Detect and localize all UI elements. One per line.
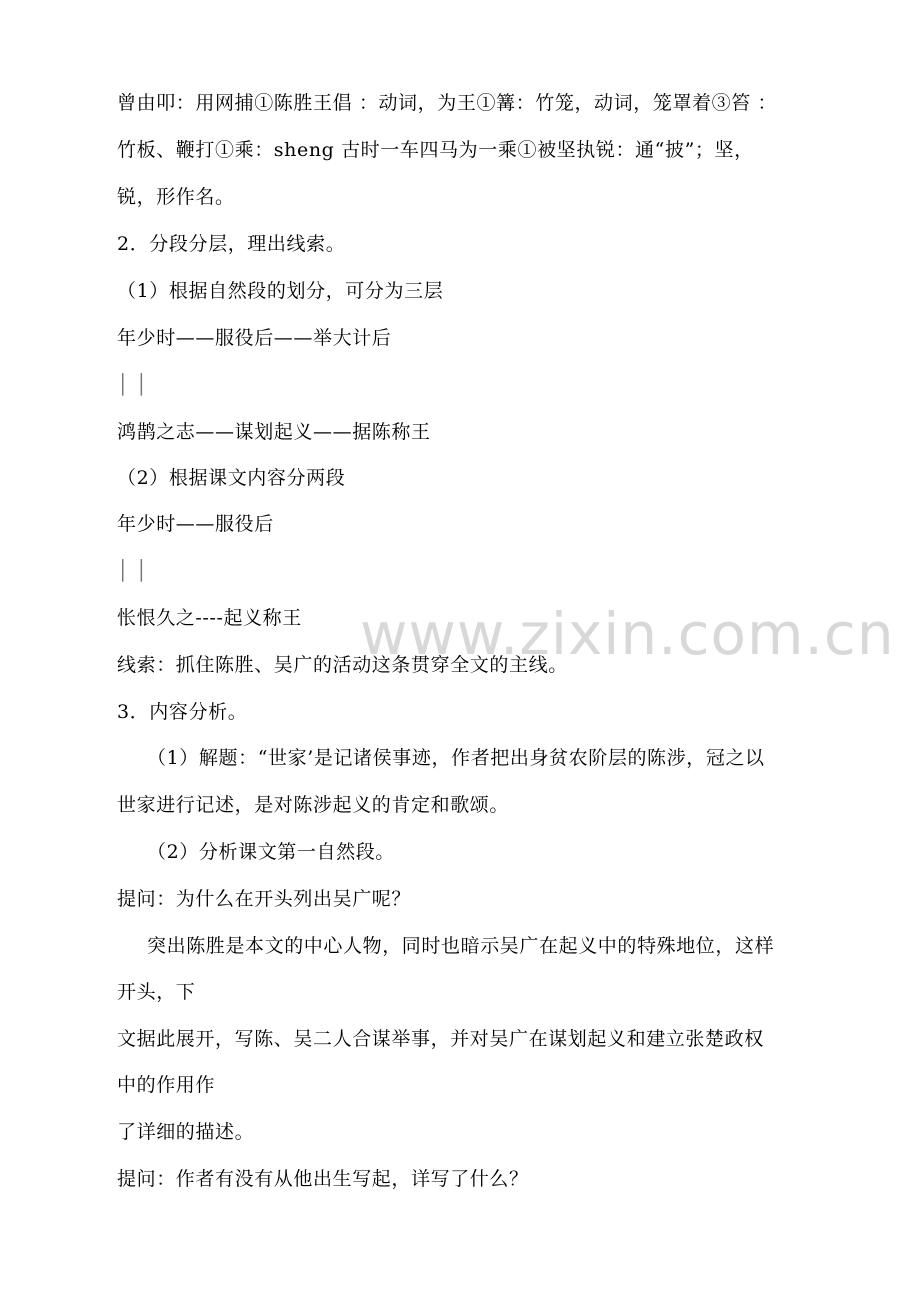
text-line: 锐，形作名。 (117, 186, 235, 208)
text-line: （1）根据自然段的划分，可分为三层 (117, 280, 444, 302)
text-line: 竹板、鞭打①乘：sheng 古时一车四马为一乘①被坚执锐：通“披”；坚， (117, 139, 754, 161)
text-line: 突出陈胜是本文的中心人物，同时也暗示吴广在起义中的特殊地位，这样 (147, 935, 775, 957)
text-line: 开头，下 (117, 981, 196, 1003)
text-line: 年少时——服役后 (117, 513, 274, 535)
text-line: 中的作用作 (117, 1074, 216, 1096)
text-line: （2）分析课文第一自然段。 (147, 841, 395, 863)
text-line: 提问：为什么在开头列出吴广呢？ (117, 888, 412, 910)
text-line: 了详细的描述。 (117, 1121, 255, 1143)
vertical-connector: │ │ (117, 374, 148, 396)
text-line: （1）解题：“世家’是记诸侯事迹，作者把出身贫农阶层的陈涉，冠之以 (147, 747, 765, 769)
text-line: 文据此展开，写陈、吴二人合谋举事，并对吴广在谋划起义和建立张楚政权 (117, 1028, 764, 1050)
watermark: www.zixin.com.cn (360, 600, 895, 668)
vertical-connector: │ │ (117, 560, 148, 582)
text-line: 3．内容分析。 (117, 701, 248, 723)
text-line: 2．分段分层，理出线索。 (117, 233, 346, 255)
text-line: 曾由叩：用网捕①陈胜王倡 ：动词，为王①篝：竹笼，动词，笼罩着③笞 ： (117, 92, 778, 114)
text-line: 鸿鹊之志——谋划起义——据陈称王 (117, 421, 431, 443)
text-line: 提问：作者有没有从他出生写起，详写了什么？ (117, 1168, 529, 1190)
text-line: 怅恨久之----起义称王 (117, 607, 302, 629)
text-line: 世家进行记述，是对陈涉起义的肯定和歌颂。 (117, 794, 510, 816)
text-line: （2）根据课文内容分两段 (117, 467, 346, 489)
text-line: 年少时——服役后——举大计后 (117, 327, 392, 349)
text-line: 线索：抓住陈胜、吴广的活动这条贯穿全文的主线。 (117, 654, 568, 676)
